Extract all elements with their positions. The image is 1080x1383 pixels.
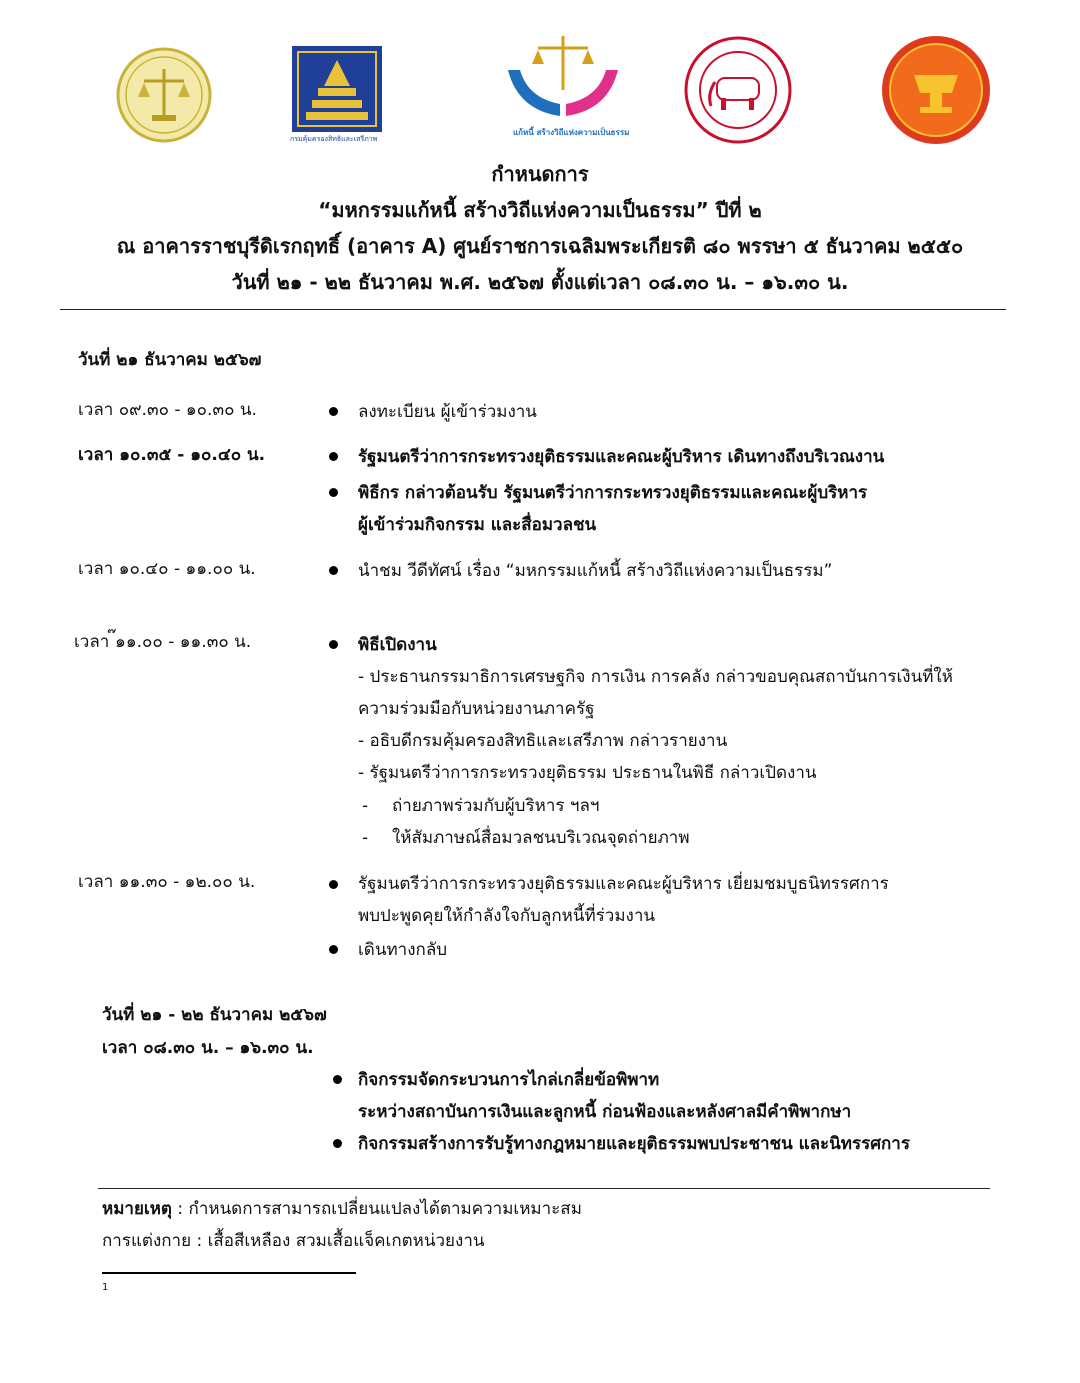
slot4-item4: - รัฐมนตรีว่าการกระทรวงยุติธรรม ประธานในพิธี กล่าวเปิดงาน — [358, 763, 817, 783]
header-divider — [60, 309, 1006, 310]
slot5-item1: รัฐมนตรีว่าการกระทรวงยุติธรรมและคณะผู้บริหาร เยี่ยมชมบูธนิทรรศการ — [358, 874, 889, 894]
slot2-item2-cont: ผู้เข้าร่วมกิจกรรม และสื่อมวลชน — [358, 515, 597, 535]
rights-department-caption: กรมคุ้มครองสิทธิและเสรีภาพ — [290, 135, 378, 143]
slot4-dash1: - — [362, 796, 369, 816]
slot4-item1: พิธีเปิดงาน — [358, 635, 437, 655]
slot4-item5: ถ่ายภาพร่วมกับผู้บริหาร ฯลฯ — [392, 796, 600, 816]
debt-project-caption: แก้หนี้ สร้างวิถีแห่งความเป็นธรรม — [513, 128, 630, 137]
bullet-icon — [329, 945, 338, 954]
dress-code: การแต่งกาย : เสื้อสีเหลือง สวมเสื้อแจ็คเกตหน่วยงาน — [102, 1231, 485, 1251]
slot4-time: เวลา ๊๑๑.๐๐ - ๑๑.๓๐ น. — [74, 632, 252, 652]
slot2-item1: รัฐมนตรีว่าการกระทรวงยุติธรรมและคณะผู้บริหาร เดินทางถึงบริเวณงาน — [358, 447, 885, 467]
footnote-separator — [102, 1272, 356, 1274]
slot5-item2: เดินทางกลับ — [358, 940, 448, 960]
day1-heading: วันที่ ๒๑ ธันวาคม ๒๕๖๗ — [78, 350, 262, 370]
footnote-mark: 1 — [102, 1282, 109, 1293]
slot5-time: เวลา ๑๑.๓๐ - ๑๒.๐๐ น. — [78, 872, 256, 892]
debt-resolution-project-logo — [498, 30, 628, 130]
bullet-icon — [329, 566, 338, 575]
slot4-item2-cont: ความร่วมมือกับหน่วยงานภาครัฐ — [358, 699, 595, 719]
parliament-emblem-logo — [880, 35, 992, 145]
day2-item2: กิจกรรมสร้างการรับรู้ทางกฎหมายและยุติธรรมพบประชาชน และนิทรรศการ — [358, 1134, 910, 1154]
slot3-item1: นำชม วีดีทัศน์ เรื่อง “มหกรรมแก้หนี้ สร้างวิถีแห่งความเป็นธรรม” — [358, 561, 833, 581]
slot4-item6: ให้สัมภาษณ์สื่อมวลชนบริเวณจุดถ่ายภาพ — [392, 828, 690, 848]
bullet-icon — [329, 488, 338, 497]
slot5-item1-cont: พบปะพูดคุยให้กำลังใจกับลูกหนี้ที่ร่วมงาน — [358, 906, 656, 926]
bullet-icon — [329, 407, 338, 416]
schedule-title: กำหนดการ — [491, 162, 589, 186]
bullet-icon — [329, 640, 338, 649]
slot4-dash2: - — [362, 828, 369, 848]
slot2-time: เวลา ๑๐.๓๕ - ๑๐.๔๐ น. — [78, 445, 266, 465]
slot3-time: เวลา ๑๐.๔๐ - ๑๑.๐๐ น. — [78, 559, 256, 579]
legal-execution-department-seal-logo — [683, 34, 793, 146]
rights-liberties-department-logo — [292, 46, 382, 132]
note-line — [102, 1197, 582, 1221]
day2-item1: กิจกรรมจัดกระบวนการไกล่เกลี่ยข้อพิพาท — [358, 1070, 660, 1090]
note-text: : กำหนดการสามารถเปลี่ยนแปลงได้ตามความเหมาะสม — [171, 1199, 582, 1219]
justice-ministry-seal-logo — [116, 47, 212, 143]
slot1-item1: ลงทะเบียน ผู้เข้าร่วมงาน — [358, 402, 537, 422]
slot4-item3: - อธิบดีกรมคุ้มครองสิทธิและเสรีภาพ กล่าวรายงาน — [358, 731, 728, 751]
bullet-icon — [329, 452, 338, 461]
event-name: “มหกรรมแก้หนี้ สร้างวิถีแห่งความเป็นธรรม” ปีที่ ๒ — [318, 198, 762, 222]
note-label: หมายเหตุ — [102, 1199, 172, 1219]
slot4-item2: - ประธานกรรมาธิการเศรษฐกิจ การเงิน การคลัง กล่าวขอบคุณสถาบันการเงินที่ให้ — [358, 667, 953, 687]
event-dates: วันที่ ๒๑ - ๒๒ ธันวาคม พ.ศ. ๒๕๖๗ ตั้งแต่เวลา ๐๘.๓๐ น. – ๑๖.๓๐ น. — [231, 270, 849, 294]
bullet-icon — [329, 880, 338, 889]
day2-time: เวลา ๐๘.๓๐ น. – ๑๖.๓๐ น. — [102, 1038, 314, 1058]
day2-item1-cont: ระหว่างสถาบันการเงินและลูกหนี้ ก่อนฟ้องและหลังศาลมีคำพิพากษา — [358, 1102, 852, 1122]
bullet-icon — [333, 1139, 342, 1148]
bullet-icon — [333, 1075, 342, 1084]
day2-heading: วันที่ ๒๑ - ๒๒ ธันวาคม ๒๕๖๗ — [102, 1005, 327, 1025]
event-venue: ณ อาคารราชบุรีดิเรกฤทธิ์ (อาคาร A) ศูนย์ราชการเฉลิมพระเกียรติ ๘๐ พรรษา ๕ ธันวาคม ๒๕๕๐ — [116, 234, 964, 258]
slot1-time: เวลา ๐๙.๓๐ - ๑๐.๓๐ น. — [78, 400, 257, 420]
footer-divider — [98, 1188, 990, 1189]
slot2-item2: พิธีกร กล่าวต้อนรับ รัฐมนตรีว่าการกระทรวงยุติธรรมและคณะผู้บริหาร — [358, 483, 868, 503]
